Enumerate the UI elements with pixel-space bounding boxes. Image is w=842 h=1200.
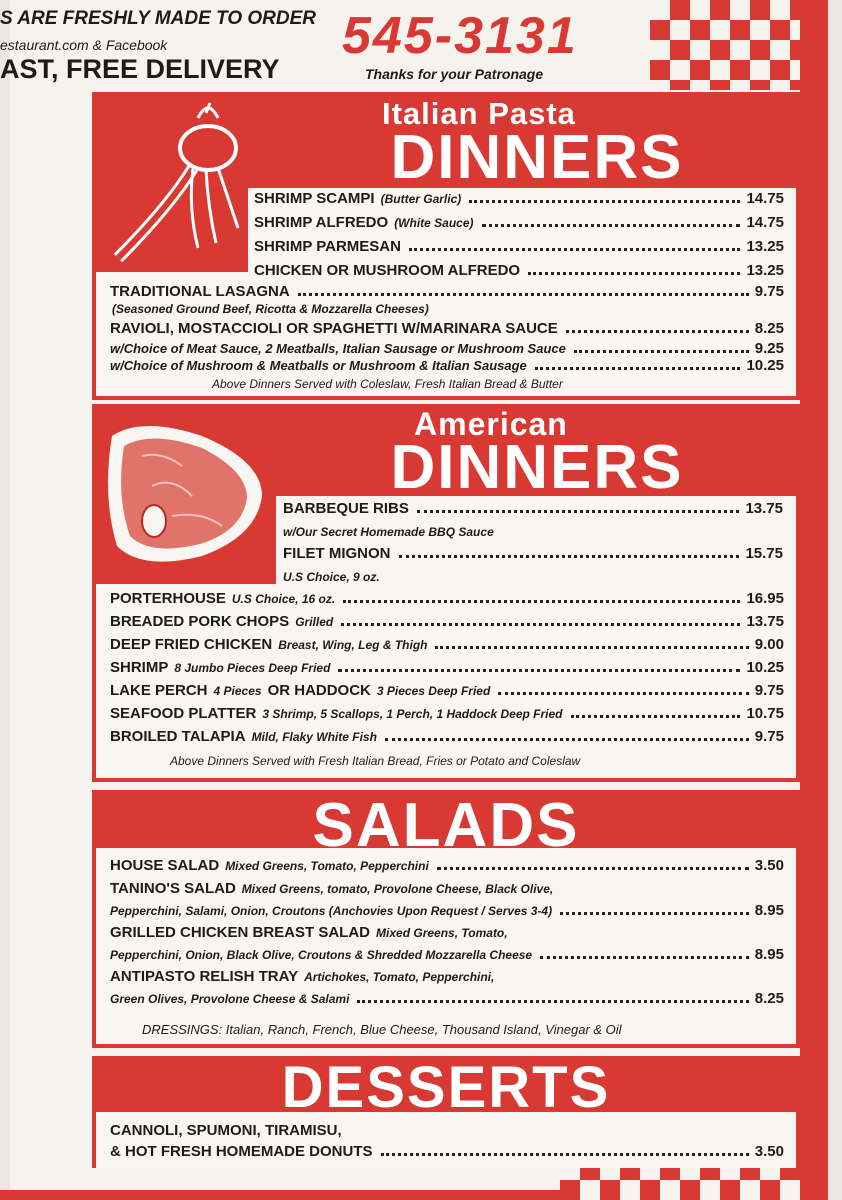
- american-item-row: BARBEQUE RIBS 13.75: [283, 500, 783, 517]
- pasta-item-row: RAVIOLI, MOSTACCIOLI OR SPAGHETTI W/MARINARA SAUCE 8.25: [110, 320, 784, 337]
- american-item-row: PORTERHOUSE U.S Choice, 16 oz. 16.95: [110, 590, 784, 607]
- ribs-note: w/Our Secret Homemade BBQ Sauce: [283, 525, 494, 539]
- american-item-row: SEAFOOD PLATTER 3 Shrimp, 5 Scallops, 1 Perch, 1 Haddock Deep Fried 10.75: [110, 705, 784, 722]
- desserts-line1: CANNOLI, SPUMONI, TIRAMISU,: [110, 1122, 342, 1139]
- american-item-row: BREADED PORK CHOPS Grilled 13.75: [110, 613, 784, 630]
- steak-icon: [102, 416, 270, 576]
- salad-item-row: TANINO'S SALAD Mixed Greens, tomato, Provolone Cheese, Black Olive,: [110, 880, 554, 897]
- left-edge: [0, 0, 10, 1200]
- pasta-fork-icon: [98, 98, 248, 268]
- right-margin: [828, 0, 842, 1200]
- salads-title: SALADS: [312, 791, 580, 860]
- phone-number: 545-3131: [342, 7, 578, 65]
- salad-item-row: Green Olives, Provolone Cheese & Salami 8.25: [110, 990, 784, 1007]
- header-line2: estaurant.com & Facebook: [0, 37, 168, 53]
- lasagna-note: (Seasoned Ground Beef, Ricotta & Mozzarella Cheeses): [112, 302, 429, 316]
- filet-note: U.S Choice, 9 oz.: [283, 570, 380, 584]
- dessert-item-row: & HOT FRESH HOMEMADE DONUTS 3.50: [110, 1143, 784, 1160]
- pasta-item-row: w/Choice of Mushroom & Meatballs or Mushroom & Italian Sausage 10.25: [110, 357, 784, 374]
- salad-item-row: Pepperchini, Onion, Black Olive, Croutons & Shredded Mozzarella Cheese 8.95: [110, 946, 784, 963]
- american-item-row: BROILED TALAPIA Mild, Flaky White Fish 9.75: [110, 728, 784, 745]
- salad-dressings: DRESSINGS: Italian, Ranch, French, Blue Cheese, Thousand Island, Vinegar & Oil: [142, 1022, 622, 1037]
- american-title-big: DINNERS: [390, 433, 684, 502]
- american-item-row: DEEP FRIED CHICKEN Breast, Wing, Leg & Thigh 9.00: [110, 636, 784, 653]
- header-line1: S ARE FRESHLY MADE TO ORDER: [0, 8, 316, 29]
- pasta-item-row: SHRIMP ALFREDO (White Sauce) 14.75: [254, 214, 784, 231]
- pasta-title-big: DINNERS: [390, 123, 684, 192]
- pasta-item-row: CHICKEN OR MUSHROOM ALFREDO 13.25: [254, 262, 784, 279]
- american-item-row: SHRIMP 8 Jumbo Pieces Deep Fried 10.25: [110, 659, 784, 676]
- pasta-item-row: SHRIMP SCAMPI (Butter Garlic) 14.75: [254, 190, 784, 207]
- pasta-item-row: TRADITIONAL LASAGNA 9.75: [110, 283, 784, 300]
- salad-item-row: GRILLED CHICKEN BREAST SALAD Mixed Greens, Tomato,: [110, 924, 508, 941]
- american-item-row: FILET MIGNON 15.75: [283, 545, 783, 562]
- checker-top-right: [650, 0, 810, 90]
- desserts-title: DESSERTS: [281, 1055, 611, 1120]
- header-line3: AST, FREE DELIVERY: [0, 54, 280, 84]
- pasta-title-small: Italian Pasta: [382, 96, 576, 131]
- right-border: [800, 0, 828, 1200]
- pasta-item-row: w/Choice of Meat Sauce, 2 Meatballs, Italian Sausage or Mushroom Sauce 9.25: [110, 340, 784, 357]
- american-item-row: LAKE PERCH 4 Pieces OR HADDOCK 3 Pieces Deep Fried 9.75: [110, 682, 784, 699]
- salad-item-row: Pepperchini, Salami, Onion, Croutons (Anchovies Upon Request / Serves 3-4) 8.95: [110, 902, 784, 919]
- salads-section: [92, 790, 800, 1048]
- thanks-text: Thanks for your Patronage: [365, 66, 544, 82]
- salad-item-row: ANTIPASTO RELISH TRAY Artichokes, Tomato, Pepperchini,: [110, 968, 495, 985]
- american-footer: Above Dinners Served with Fresh Italian Bread, Fries or Potato and Coleslaw: [170, 754, 581, 768]
- american-title-small: American: [414, 406, 568, 442]
- pasta-footer: Above Dinners Served with Coleslaw, Fresh Italian Bread & Butter: [212, 377, 563, 391]
- salad-item-row: HOUSE SALAD Mixed Greens, Tomato, Pepperchini 3.50: [110, 857, 784, 874]
- pasta-item-row: SHRIMP PARMESAN 13.25: [254, 238, 784, 255]
- bottom-border: [0, 1190, 560, 1200]
